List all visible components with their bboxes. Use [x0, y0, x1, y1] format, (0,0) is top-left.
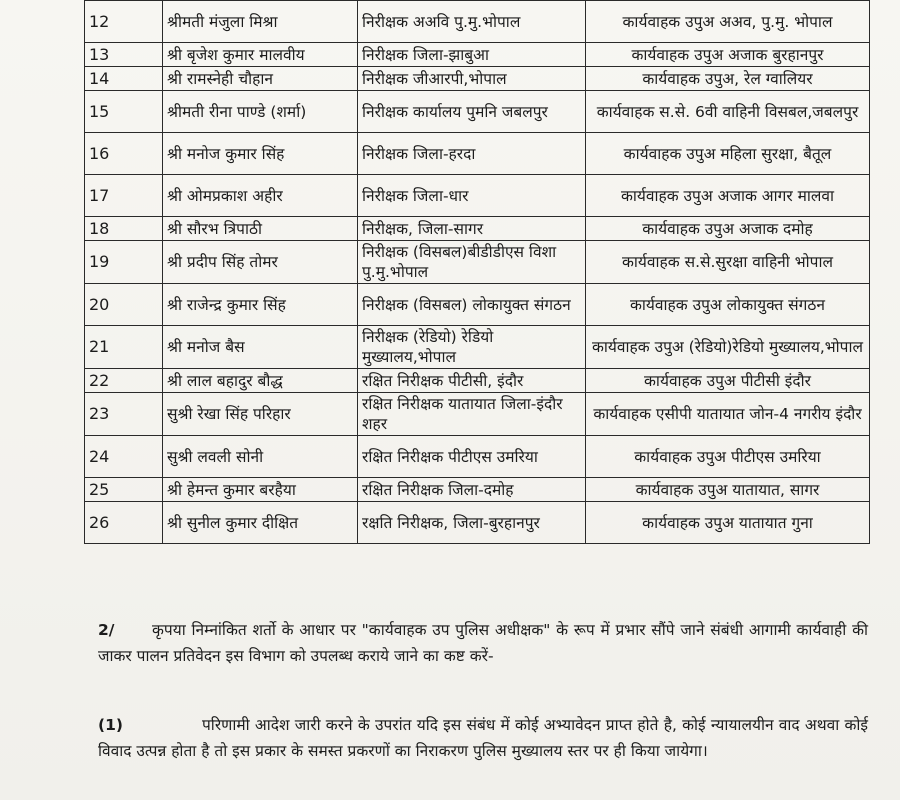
assignment: कार्यवाहक स.से.सुरक्षा वाहिनी भोपाल: [586, 241, 870, 284]
table-row: [85, 326, 870, 369]
serial-number: 21: [85, 326, 163, 369]
assignment: कार्यवाहक उपुअ अजाक आगर मालवा: [586, 175, 870, 217]
current-post: निरीक्षक जिला-धार: [358, 175, 586, 217]
current-post: रक्षित निरीक्षक जिला-दमोह: [358, 478, 586, 502]
posting-table: [84, 0, 870, 544]
table-row: [85, 502, 870, 544]
serial-number: 12: [85, 1, 163, 43]
assignment: कार्यवाहक उपुअ महिला सुरक्षा, बैतूल: [586, 133, 870, 175]
table-row: [85, 217, 870, 241]
officer-name: श्री मनोज कुमार सिंह: [163, 133, 358, 175]
serial-number: 15: [85, 91, 163, 133]
table-row: [85, 436, 870, 478]
current-post: निरीक्षक अअवि पु.मु.भोपाल: [358, 1, 586, 43]
officer-name: श्री हेमन्त कुमार बरहैया: [163, 478, 358, 502]
assignment: कार्यवाहक उपुअ अजाक बुरहानपुर: [586, 43, 870, 67]
assignment: कार्यवाहक उपुअ, रेल ग्वालियर: [586, 67, 870, 91]
table-row: [85, 43, 870, 67]
serial-number: 16: [85, 133, 163, 175]
current-post: निरीक्षक जीआरपी,भोपाल: [358, 67, 586, 91]
table-row: [85, 1, 870, 43]
paragraph-number: 2/: [98, 621, 115, 639]
paragraph-2: [98, 617, 868, 669]
serial-number: 14: [85, 67, 163, 91]
officer-name: श्री सुनील कुमार दीक्षित: [163, 502, 358, 544]
table-row: [85, 175, 870, 217]
officer-name: सुश्री लवली सोनी: [163, 436, 358, 478]
current-post: रक्षित निरीक्षक यातायात जिला-इंदौर शहर: [358, 393, 586, 436]
paragraph-condition-1: [98, 712, 868, 764]
table-row: [85, 478, 870, 502]
paragraph-text: कृपया निम्नांकित शर्तो के आधार पर "कार्यवाहक उप पुलिस अधीक्षक" के रूप में प्रभार सौंपे जाने संबंधी आगामी कार्यवाही की जाकर पालन प्रतिवेदन इस विभाग को उपलब्ध कराये जाने का कष्ट करें-: [98, 621, 868, 665]
assignment: कार्यवाहक स.से. 6वी वाहिनी विसबल,जबलपुर: [586, 91, 870, 133]
assignment: कार्यवाहक उपुअ यातायात गुना: [586, 502, 870, 544]
serial-number: 25: [85, 478, 163, 502]
serial-number: 17: [85, 175, 163, 217]
serial-number: 22: [85, 369, 163, 393]
officer-name: श्री रामस्नेही चौहान: [163, 67, 358, 91]
serial-number: 18: [85, 217, 163, 241]
assignment: कार्यवाहक उपुअ पीटीएस उमरिया: [586, 436, 870, 478]
assignment: कार्यवाहक उपुअ यातायात, सागर: [586, 478, 870, 502]
assignment: कार्यवाहक उपुअ अजाक दमोह: [586, 217, 870, 241]
officer-name: श्री राजेन्द्र कुमार सिंह: [163, 284, 358, 326]
serial-number: 19: [85, 241, 163, 284]
officer-name: श्री ओमप्रकाश अहीर: [163, 175, 358, 217]
assignment: कार्यवाहक एसीपी यातायात जोन-4 नगरीय इंदौर: [586, 393, 870, 436]
current-post: निरीक्षक कार्यालय पुमनि जबलपुर: [358, 91, 586, 133]
table-row: [85, 91, 870, 133]
officer-name: श्री बृजेश कुमार मालवीय: [163, 43, 358, 67]
serial-number: 24: [85, 436, 163, 478]
officer-name: श्रीमती मंजुला मिश्रा: [163, 1, 358, 43]
table-row: [85, 241, 870, 284]
officer-name: श्री प्रदीप सिंह तोमर: [163, 241, 358, 284]
table-row: [85, 284, 870, 326]
current-post: रक्षति निरीक्षक, जिला-बुरहानपुर: [358, 502, 586, 544]
current-post: निरीक्षक (रेडियो) रेडियो मुख्यालय,भोपाल: [358, 326, 586, 369]
current-post: रक्षित निरीक्षक पीटीएस उमरिया: [358, 436, 586, 478]
serial-number: 23: [85, 393, 163, 436]
current-post: निरीक्षक, जिला-सागर: [358, 217, 586, 241]
serial-number: 26: [85, 502, 163, 544]
officer-name: सुश्री रेखा सिंह परिहार: [163, 393, 358, 436]
current-post: निरीक्षक (विसबल) लोकायुक्त संगठन: [358, 284, 586, 326]
current-post: निरीक्षक जिला-झाबुआ: [358, 43, 586, 67]
table-row: [85, 393, 870, 436]
current-post: रक्षित निरीक्षक पीटीसी, इंदौर: [358, 369, 586, 393]
current-post: निरीक्षक जिला-हरदा: [358, 133, 586, 175]
condition-text: परिणामी आदेश जारी करने के उपरांत यदि इस संबंध में कोई अभ्यावेदन प्राप्त होते है, कोई न्यायालयीन वाद अथवा कोई विवाद उत्पन्न होता है तो इस प्रकार के समस्त प्रकरणों का निराकरण पुलिस मुख्यालय स्तर पर ही किया जायेगा।: [98, 716, 868, 760]
officer-name: श्री मनोज बैस: [163, 326, 358, 369]
assignment: कार्यवाहक उपुअ अअव, पु.मु. भोपाल: [586, 1, 870, 43]
condition-number: (1): [98, 716, 123, 734]
table-row: [85, 369, 870, 393]
assignment: कार्यवाहक उपुअ लोकायुक्त संगठन: [586, 284, 870, 326]
assignment: कार्यवाहक उपुअ (रेडियो)रेडियो मुख्यालय,भोपाल: [586, 326, 870, 369]
table-row: [85, 67, 870, 91]
serial-number: 13: [85, 43, 163, 67]
serial-number: 20: [85, 284, 163, 326]
officer-name: श्री सौरभ त्रिपाठी: [163, 217, 358, 241]
current-post: निरीक्षक (विसबल)बीडीडीएस विशा पु.मु.भोपाल: [358, 241, 586, 284]
table-row: [85, 133, 870, 175]
officer-name: श्रीमती रीना पाण्डे (शर्मा): [163, 91, 358, 133]
officer-name: श्री लाल बहादुर बौद्ध: [163, 369, 358, 393]
assignment: कार्यवाहक उपुअ पीटीसी इंदौर: [586, 369, 870, 393]
